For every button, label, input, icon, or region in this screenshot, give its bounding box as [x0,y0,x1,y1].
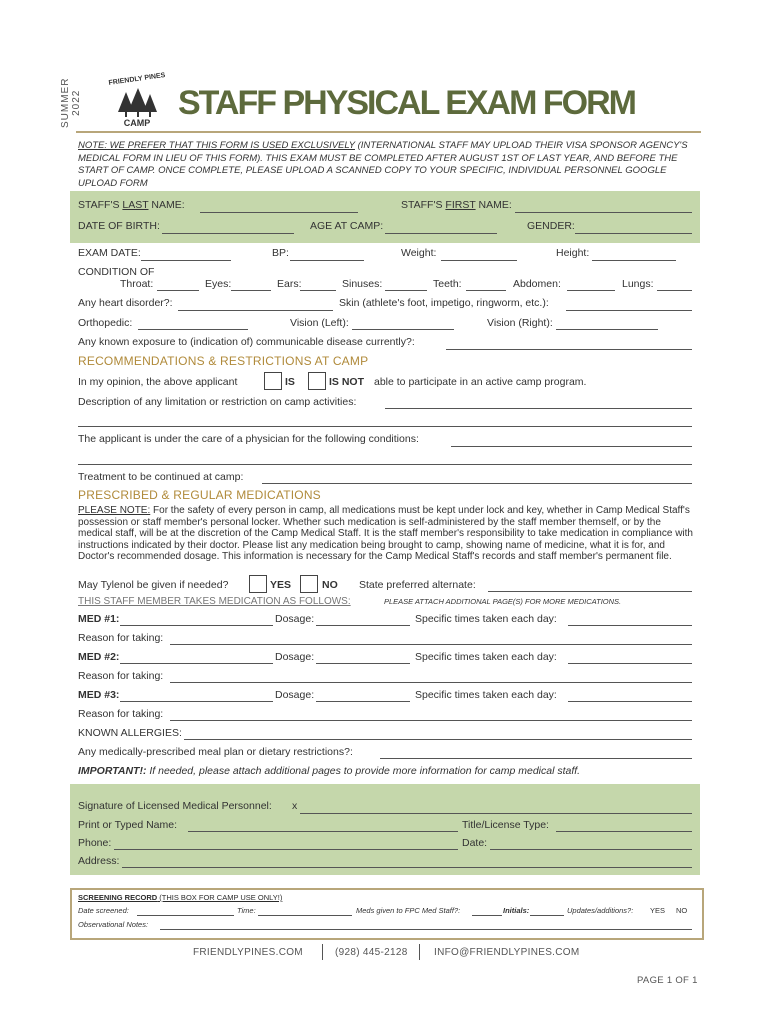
med2-reason-label: Reason for taking: [78,670,164,682]
summer-year-label [60,78,82,128]
date-label: Date: [462,837,488,849]
camp-logo [104,72,170,132]
tylenol-no-checkbox[interactable] [300,575,318,593]
limitation-field[interactable] [385,408,692,409]
meal-plan-label: Any medically-prescribed meal plan or dietary restrictions?: [78,746,353,758]
observational-notes-label: Observational Notes: [78,920,149,929]
abdomen-label: Abdomen: [513,278,561,290]
med3-label: MED #3: [78,689,120,701]
page-number: PAGE 1 OF 1 [637,975,698,986]
tylenol-yes-checkbox[interactable] [249,575,267,593]
signature-label: Signature of Licensed Medical Personnel: [78,800,272,812]
alternate-field[interactable] [488,591,692,592]
ears-field[interactable] [300,290,336,291]
med2-times-field[interactable] [568,663,692,664]
med3-reason-field[interactable] [170,720,692,721]
bp-field[interactable] [290,260,364,261]
staff-last-name-field[interactable] [200,212,358,213]
footer-website[interactable]: FRIENDLYPINES.COM [193,947,303,958]
lungs-field[interactable] [657,290,692,291]
med1-reason-field[interactable] [170,644,692,645]
is-not-label: IS NOT [329,376,365,388]
time-label: Time: [237,906,256,915]
dob-label: DATE OF BIRTH: [78,220,160,232]
signature-x: x [292,800,298,812]
observational-notes-field[interactable] [160,929,692,930]
meds-given-label: Meds given to FPC Med Staff?: [356,906,461,915]
phone-label: Phone: [78,837,112,849]
med3-field[interactable] [120,701,273,702]
exposure-field[interactable] [446,349,692,350]
med1-times-field[interactable] [568,625,692,626]
updates-label: Updates/additions?: [567,906,634,915]
attach-pages-note: PLEASE ATTACH ADDITIONAL PAGE(S) FOR MORE MEDICATIONS. [384,597,622,606]
intro-note [78,140,693,190]
med3-reason-label: Reason for taking: [78,708,164,720]
signature-field[interactable] [300,813,692,814]
med2-label: MED #2: [78,651,120,663]
med1-dosage-field[interactable] [316,625,410,626]
age-field[interactable] [385,233,497,234]
meal-plan-field[interactable] [380,758,692,759]
staff-last-name-label: STAFF'S LAST NAME: [78,199,185,211]
allergies-field[interactable] [184,739,692,740]
date-screened-label: Date screened: [78,906,129,915]
med1-label: MED #1: [78,613,120,625]
footer-email[interactable]: INFO@FRIENDLYPINES.COM [434,947,580,958]
med1-field[interactable] [120,625,273,626]
height-label: Height: [556,247,590,259]
alternate-label: State preferred alternate: [359,579,476,591]
orthopedic-label: Orthopedic: [78,317,133,329]
page-title: STAFF PHYSICAL EXAM FORM [178,84,635,122]
age-label: AGE AT CAMP: [310,220,384,232]
is-label: IS [285,376,295,388]
bp-label: BP: [272,247,289,259]
med2-field[interactable] [120,663,273,664]
print-name-label: Print or Typed Name: [78,819,178,831]
takes-medication-label: THIS STAFF MEMBER TAKES MEDICATION AS FOLLOWS: [78,596,351,607]
summer-text: SUMMER [60,77,71,128]
logo-text: FRIENDLY PINES [108,72,166,87]
date-field[interactable] [490,849,692,850]
orthopedic-field[interactable] [138,329,248,330]
med2-reason-field[interactable] [170,682,692,683]
exam-date-field[interactable] [141,260,231,261]
med1-reason-label: Reason for taking: [78,632,164,644]
med3-times-field[interactable] [568,701,692,702]
important-note: IMPORTANT!: If needed, please attach additional pages to provide more information for camp medical staff. [78,765,581,777]
address-label: Address: [78,855,120,867]
address-field[interactable] [122,867,692,868]
limitation-field-2[interactable] [78,426,692,427]
height-field[interactable] [592,260,676,261]
med2-dosage-field[interactable] [316,663,410,664]
skin-label: Skin (athlete's foot, impetigo, ringworm, etc.): [339,297,549,309]
physician-field-2[interactable] [78,464,692,465]
med2-dosage-label: Dosage: [275,651,315,663]
skin-field[interactable] [566,310,692,311]
med3-times-label: Specific times taken each day: [415,689,557,701]
year-text: 2022 [71,89,82,116]
limitation-label: Description of any limitation or restriction on camp activities: [78,396,357,408]
logo-subtext: CAMP [123,118,151,128]
throat-field[interactable] [157,290,199,291]
gender-field[interactable] [575,233,692,234]
vision-right-label: Vision (Right): [487,317,553,329]
tylenol-label: May Tylenol be given if needed? [78,579,229,591]
note-rest: (INTERNATIONAL STAFF MAY UPLOAD THEIR VISA SPONSOR AGENCY'S MEDICAL FORM IN LIEU OF THIS FORM). THIS EXAM MUST BE COMPLETED AFTER AUGUST 1ST OF LAST YEAR, AND BEFORE THE START OF CAMP. ONCE COMPLETE, PLEASE UPLOAD A SCANNED COPY TO YOUR SPECIFIC, INDIVIDUAL PERSONNEL GOOGLE UPLOAD FORM [78,140,688,189]
eyes-field[interactable] [231,290,271,291]
initials-label: Initials: [503,906,530,915]
physician-label: The applicant is under the care of a physician for the following conditions: [78,433,419,445]
weight-field[interactable] [441,260,517,261]
sinuses-label: Sinuses: [342,278,383,290]
recommendations-heading: RECOMMENDATIONS & RESTRICTIONS AT CAMP [78,354,369,368]
footer-phone[interactable]: (928) 445-2128 [335,947,408,958]
medication-policy-paragraph: PLEASE NOTE: For the safety of every person in camp, all medications must be kept under lock and key, whether in Camp Medical Staff's possession or staff member's personal locker. Whether such medication is self-administered by the staff member themself, or by the medical staff, will be at the discretion of the Camp Medical Staff. It is the staff member's responsibility to take medication in compliance with instructions indicated by their doctor. Please list any medication being brought to camp, showing name of medicine, what it is for, and Doctor's recommended dosage. This information is necessary for the Camp Medical Staff's records and staff member's permanent file. [78,505,693,562]
screening-title: SCREENING RECORD (THIS BOX FOR CAMP USE ONLY!) [78,893,283,902]
updates-yes[interactable]: YES [650,906,666,915]
footer-divider-1 [322,944,323,960]
lungs-label: Lungs: [622,278,654,290]
note-lead: NOTE: WE PREFER THAT THIS FORM IS USED EXCLUSIVELY [78,140,355,151]
phone-field[interactable] [114,849,458,850]
med1-times-label: Specific times taken each day: [415,613,557,625]
gender-label: GENDER: [527,220,575,232]
dob-field[interactable] [162,233,294,234]
print-name-field[interactable] [188,831,458,832]
eyes-label: Eyes: [205,278,232,290]
treatment-label: Treatment to be continued at camp: [78,471,244,483]
med3-dosage-label: Dosage: [275,689,315,701]
throat-label: Throat: [120,278,154,290]
weight-label: Weight: [401,247,437,259]
condition-label: CONDITION OF [78,266,155,278]
heart-label: Any heart disorder?: [78,297,173,309]
title-divider [76,131,701,133]
teeth-field[interactable] [466,290,506,291]
medications-heading: PRESCRIBED & REGULAR MEDICATIONS [78,488,321,502]
physician-field[interactable] [451,446,692,447]
time-field[interactable] [258,915,352,916]
exam-date-label: EXAM DATE: [78,247,141,259]
opinion-label: In my opinion, the above applicant [78,376,238,388]
title-license-field[interactable] [556,831,692,832]
med2-times-label: Specific times taken each day: [415,651,557,663]
vision-left-field[interactable] [352,329,454,330]
date-screened-field[interactable] [137,915,234,916]
allergies-label: KNOWN ALLERGIES: [78,727,182,739]
abdomen-field[interactable] [567,290,615,291]
treatment-field[interactable] [262,483,692,484]
is-not-checkbox[interactable] [308,372,326,390]
tylenol-no-label: NO [322,579,338,591]
staff-first-name-label: STAFF'S FIRST NAME: [401,199,512,211]
med3-dosage-field[interactable] [316,701,410,702]
staff-first-name-field[interactable] [515,212,692,213]
teeth-label: Teeth: [433,278,462,290]
meds-given-field[interactable] [472,915,502,916]
initials-field[interactable] [530,915,564,916]
tylenol-yes-label: YES [270,579,292,591]
exposure-label: Any known exposure to (indication of) communicable disease currently?: [78,336,415,348]
footer-divider-2 [419,944,420,960]
ears-label: Ears: [277,278,302,290]
able-label: able to participate in an active camp program. [374,376,587,388]
med1-dosage-label: Dosage: [275,613,315,625]
title-license-label: Title/License Type: [462,819,549,831]
sinuses-field[interactable] [385,290,427,291]
vision-right-field[interactable] [556,329,658,330]
is-checkbox[interactable] [264,372,282,390]
heart-field[interactable] [178,310,333,311]
vision-left-label: Vision (Left): [290,317,349,329]
updates-no[interactable]: NO [676,906,688,915]
